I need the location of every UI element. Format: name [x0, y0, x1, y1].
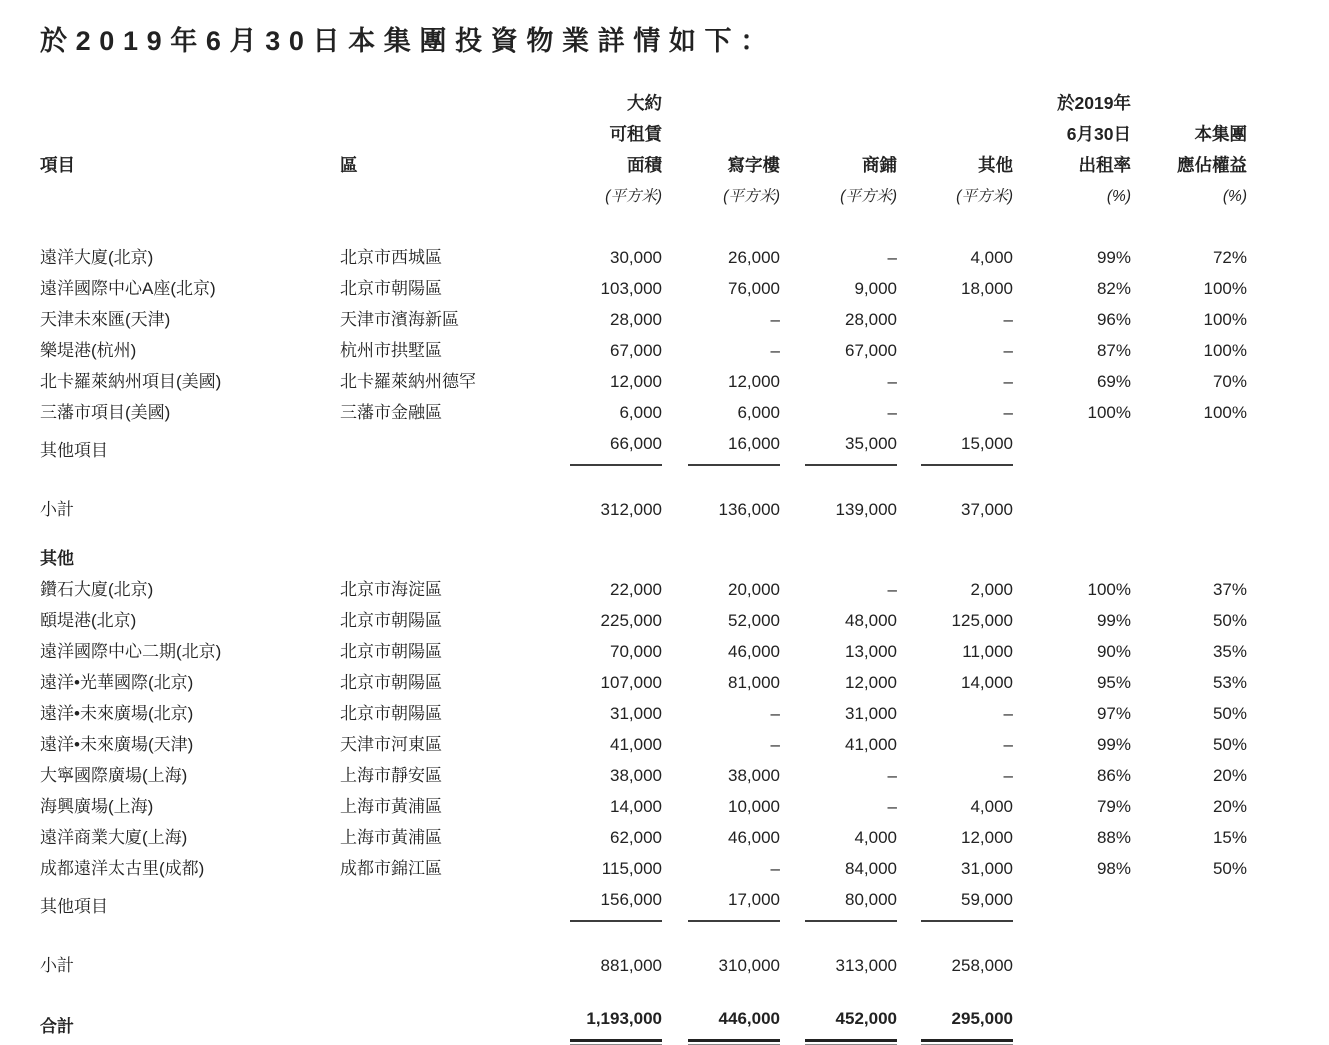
table-row: [40, 791, 1247, 822]
occupancy-cell: 100%: [1087, 580, 1131, 599]
project-cell: 三藩市項目(美國): [40, 403, 171, 422]
district-cell: 杭州市拱墅區: [340, 341, 442, 360]
area-cell: 103,000: [600, 279, 662, 298]
other-cell: 11,000: [962, 642, 1013, 661]
shop-cell: 139,000: [835, 500, 897, 519]
shop-cell: [780, 981, 897, 1042]
occupancy-cell: 82%: [1096, 279, 1131, 298]
table-row: [40, 304, 1247, 335]
shop-cell: 41,000: [845, 735, 897, 754]
shop-cell: 48,000: [845, 611, 897, 630]
section2-rows: [40, 574, 1247, 884]
section2-summary: [40, 884, 1247, 1042]
subtotal-label: 小計: [40, 956, 74, 975]
area-cell: 41,000: [610, 735, 662, 754]
district-cell: 上海市黃浦區: [340, 797, 442, 816]
sum-rule: 66,000: [570, 428, 662, 466]
occupancy-cell: 87%: [1096, 341, 1131, 360]
district-cell: 北京市朝陽區: [340, 673, 442, 692]
district-cell: 上海市靜安區: [340, 766, 442, 785]
office-cell: 20,000: [728, 580, 780, 599]
office-cell: 81,000: [728, 673, 780, 692]
interest-cell: 35%: [1212, 642, 1247, 661]
table-row: [40, 853, 1247, 884]
district-cell: [340, 428, 515, 466]
shop-cell: 67,000: [845, 341, 897, 360]
district-cell: 三藩市金融區: [340, 403, 442, 422]
project-cell: 成都遠洋太古里(成都): [40, 859, 205, 878]
office-cell: 38,000: [728, 766, 780, 785]
district-cell: 天津市河東區: [340, 735, 442, 754]
office-cell: [662, 428, 780, 466]
double-rule: 446,000: [688, 1003, 780, 1042]
other-cell: –: [1003, 766, 1013, 785]
project-cell: 其他項目: [40, 897, 108, 916]
area-cell: 31,000: [610, 704, 662, 723]
shop-cell: –: [887, 580, 897, 599]
col-header-occupancy: 於2019年 6月30日 出租率 (%): [1057, 93, 1131, 205]
page-title: 於2019年6月30日本集團投資物業詳情如下：: [40, 26, 776, 56]
project-cell: 鑽石大廈(北京): [40, 580, 154, 599]
project-cell: 頤堤港(北京): [40, 611, 137, 630]
other-cell: 31,000: [961, 859, 1013, 878]
shop-cell: –: [887, 403, 897, 422]
occupancy-cell: 99%: [1096, 611, 1131, 630]
sum-rule: 156,000: [570, 884, 662, 922]
district-cell: 天津市濱海新區: [340, 310, 459, 329]
area-cell: 62,000: [610, 828, 662, 847]
district-cell: 成都市錦江區: [340, 859, 442, 878]
other-cell: 125,000: [951, 611, 1013, 630]
other-cell: 4,000: [970, 248, 1013, 267]
interest-cell: [1131, 428, 1247, 466]
area-cell: 107,000: [600, 673, 662, 692]
office-cell: –: [770, 704, 780, 723]
table-row: [40, 760, 1247, 791]
office-cell: 46,000: [728, 642, 780, 661]
col-header-district: 區: [340, 155, 358, 175]
sum-rule: 15,000: [921, 428, 1013, 466]
area-cell: 14,000: [610, 797, 662, 816]
other-cell: –: [1003, 403, 1013, 422]
occupancy-cell: 98%: [1096, 859, 1131, 878]
other-cell: 12,000: [961, 828, 1013, 847]
shop-cell: –: [887, 797, 897, 816]
interest-cell: 20%: [1212, 797, 1247, 816]
section1-rows: [40, 242, 1247, 428]
other-cell: [897, 884, 1013, 922]
table-row: [40, 822, 1247, 853]
district-cell: 北卡羅萊納州德罕: [340, 372, 476, 391]
project-cell: 遠洋國際中心A座(北京): [40, 279, 216, 298]
table-row: [40, 242, 1247, 273]
office-cell: –: [770, 310, 780, 329]
table-row: [40, 574, 1247, 605]
area-cell: 225,000: [600, 611, 662, 630]
district-cell: 北京市海淀區: [340, 580, 442, 599]
district-cell: 北京市朝陽區: [340, 642, 442, 661]
table-row: [40, 335, 1247, 366]
area-cell: [515, 428, 662, 466]
area-cell: 67,000: [610, 341, 662, 360]
table-row-other-items: [40, 884, 1247, 922]
table-row: [40, 273, 1247, 304]
sum-rule: 35,000: [805, 428, 897, 466]
table-row: [40, 729, 1247, 760]
office-cell: 6,000: [737, 403, 780, 422]
col-header-other: 其他 (平方米): [956, 155, 1013, 205]
col-header-area: 大約 可租賃 面積 (平方米): [605, 93, 662, 205]
office-cell: [662, 884, 780, 922]
project-cell: 樂堤港(杭州): [40, 341, 137, 360]
project-cell: 遠洋•光華國際(北京): [40, 673, 194, 692]
occupancy-cell: 96%: [1096, 310, 1131, 329]
interest-cell: 100%: [1203, 341, 1247, 360]
occupancy-cell: 95%: [1096, 673, 1131, 692]
project-cell: 遠洋大廈(北京): [40, 248, 154, 267]
interest-cell: 20%: [1212, 766, 1247, 785]
sum-rule: 80,000: [805, 884, 897, 922]
office-cell: 52,000: [728, 611, 780, 630]
interest-cell: 100%: [1203, 279, 1247, 298]
area-cell: 6,000: [619, 403, 662, 422]
office-cell: 12,000: [728, 372, 780, 391]
area-cell: [515, 884, 662, 922]
shop-cell: –: [887, 766, 897, 785]
other-cell: –: [1003, 735, 1013, 754]
col-header-project: 項目: [40, 155, 75, 175]
project-cell: 遠洋•未來廣場(天津): [40, 735, 194, 754]
project-cell: 海興廣場(上海): [40, 797, 154, 816]
project-cell: 天津未來匯(天津): [40, 310, 171, 329]
shop-cell: 9,000: [854, 279, 897, 298]
district-cell: [340, 884, 515, 922]
interest-cell: 15%: [1212, 828, 1247, 847]
area-cell: 70,000: [610, 642, 662, 661]
occupancy-cell: 69%: [1096, 372, 1131, 391]
table-row-subtotal: [40, 922, 1247, 981]
office-cell: –: [770, 341, 780, 360]
office-cell: 10,000: [728, 797, 780, 816]
other-cell: [897, 981, 1013, 1042]
occupancy-cell: [1013, 428, 1131, 466]
table-row: [40, 698, 1247, 729]
other-cell: 14,000: [961, 673, 1013, 692]
interest-cell: 50%: [1212, 611, 1247, 630]
shop-cell: 84,000: [845, 859, 897, 878]
occupancy-cell: 99%: [1096, 248, 1131, 267]
sum-rule: 59,000: [921, 884, 1013, 922]
other-cell: 37,000: [961, 500, 1013, 519]
subtotal-label: 小計: [40, 500, 74, 519]
interest-cell: [1131, 884, 1247, 922]
shop-cell: –: [887, 372, 897, 391]
area-cell: 38,000: [610, 766, 662, 785]
total-label: 合計: [40, 1017, 74, 1036]
col-header-shop: 商鋪 (平方米): [840, 155, 897, 205]
office-cell: 136,000: [718, 500, 780, 519]
shop-cell: 13,000: [845, 642, 897, 661]
interest-cell: 72%: [1212, 248, 1247, 267]
area-cell: 115,000: [601, 859, 662, 878]
double-rule: 295,000: [921, 1003, 1013, 1042]
table-header: [40, 88, 1247, 242]
other-cell: 2,000: [970, 580, 1013, 599]
interest-cell: 100%: [1203, 403, 1247, 422]
investment-properties-table: [40, 88, 1247, 1042]
project-cell: 遠洋商業大廈(上海): [40, 828, 188, 847]
other-cell: –: [1003, 310, 1013, 329]
project-cell: 大寧國際廣場(上海): [40, 766, 188, 785]
office-cell: –: [770, 735, 780, 754]
shop-cell: 313,000: [835, 956, 897, 975]
double-rule: 452,000: [805, 1003, 897, 1042]
district-cell: 北京市西城區: [340, 248, 442, 267]
area-cell: 28,000: [610, 310, 662, 329]
shop-cell: 31,000: [845, 704, 897, 723]
interest-cell: 53%: [1212, 673, 1247, 692]
office-cell: [662, 981, 780, 1042]
section-header: 其他: [40, 549, 74, 568]
office-cell: 76,000: [728, 279, 780, 298]
project-cell: 遠洋國際中心二期(北京): [40, 642, 222, 661]
shop-cell: –: [887, 248, 897, 267]
district-cell: 北京市朝陽區: [340, 279, 442, 298]
district-cell: 北京市朝陽區: [340, 611, 442, 630]
interest-cell: 50%: [1212, 735, 1247, 754]
table-row: [40, 605, 1247, 636]
shop-cell: 4,000: [854, 828, 897, 847]
other-cell: 4,000: [970, 797, 1013, 816]
interest-cell: 37%: [1212, 580, 1247, 599]
occupancy-cell: 100%: [1087, 403, 1131, 422]
other-cell: –: [1003, 704, 1013, 723]
table-row: [40, 397, 1247, 428]
office-cell: 310,000: [718, 956, 780, 975]
other-cell: 258,000: [951, 956, 1013, 975]
shop-cell: [780, 428, 897, 466]
project-cell: 其他項目: [40, 441, 108, 460]
area-cell: 881,000: [600, 956, 662, 975]
other-cell: 18,000: [961, 279, 1013, 298]
occupancy-cell: 88%: [1096, 828, 1131, 847]
district-cell: 上海市黃浦區: [340, 828, 442, 847]
interest-cell: 70%: [1212, 372, 1247, 391]
occupancy-cell: 97%: [1096, 704, 1131, 723]
occupancy-cell: 79%: [1096, 797, 1131, 816]
occupancy-cell: [1013, 884, 1131, 922]
project-cell: 遠洋•未來廣場(北京): [40, 704, 194, 723]
table-row: [40, 636, 1247, 667]
sum-rule: 16,000: [688, 428, 780, 466]
area-cell: 22,000: [610, 580, 662, 599]
table-row-subtotal: [40, 466, 1247, 525]
interest-cell: 50%: [1212, 704, 1247, 723]
occupancy-cell: 99%: [1096, 735, 1131, 754]
shop-cell: 12,000: [845, 673, 897, 692]
other-cell: –: [1003, 341, 1013, 360]
area-cell: 312,000: [600, 500, 662, 519]
col-header-office: 寫字樓 (平方米): [723, 155, 780, 205]
sum-rule: 17,000: [688, 884, 780, 922]
other-cell: –: [1003, 372, 1013, 391]
office-cell: –: [770, 859, 780, 878]
table-row-grand-total: [40, 981, 1247, 1042]
double-rule: 1,193,000: [570, 1003, 662, 1042]
area-cell: [515, 981, 662, 1042]
col-header-interest: 本集團 應佔權益 (%): [1177, 124, 1247, 205]
project-cell: 北卡羅萊納州項目(美國): [40, 372, 222, 391]
district-cell: 北京市朝陽區: [340, 704, 442, 723]
area-cell: 30,000: [610, 248, 662, 267]
occupancy-cell: 86%: [1096, 766, 1131, 785]
section1-summary: [40, 428, 1247, 574]
occupancy-cell: 90%: [1096, 642, 1131, 661]
area-cell: 12,000: [610, 372, 662, 391]
office-cell: 46,000: [728, 828, 780, 847]
interest-cell: 100%: [1203, 310, 1247, 329]
interest-cell: 50%: [1212, 859, 1247, 878]
other-cell: [897, 428, 1013, 466]
section2-header-row: [40, 525, 1247, 574]
office-cell: 26,000: [728, 248, 780, 267]
table-row-other-items: [40, 428, 1247, 466]
table-row: [40, 366, 1247, 397]
table-row: [40, 667, 1247, 698]
shop-cell: [780, 884, 897, 922]
shop-cell: 28,000: [845, 310, 897, 329]
